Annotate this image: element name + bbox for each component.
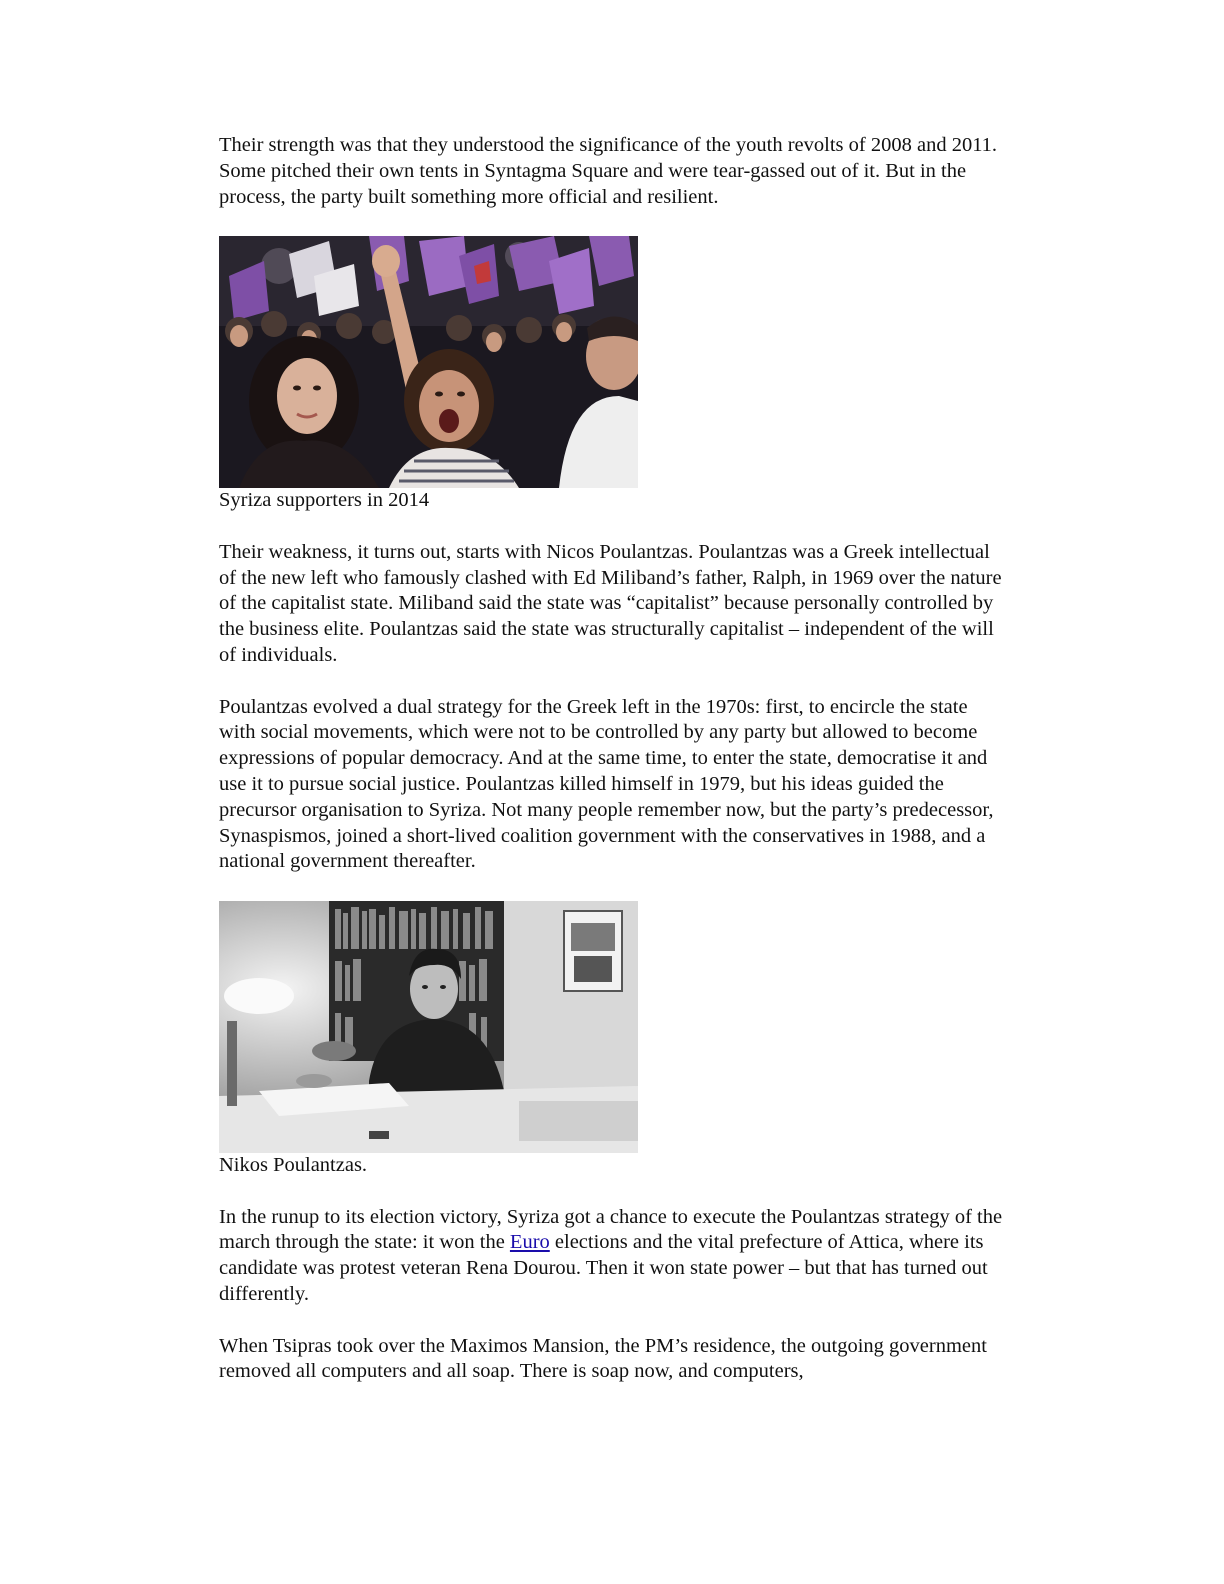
document-page — [219, 133, 1009, 1411]
paragraph-text-after-link: elections and the vital prefecture of Attica, where its candidate was protest veteran Rena Dourou. Then it won state power – but that has turned out differently. — [219, 1231, 988, 1305]
paragraph-poulantzas-weakness: Their weakness, it turns out, starts with Nicos Poulantzas. Poulantzas was a Greek intellectual of the new left who famously clashed with Ed Miliband’s father, Ralph, in 1969 over the nature of the capitalist state. Miliband said the state was “capitalist” because personally controlled by the business elite. Poulantzas said the state was structurally capitalist – independent of the will of individuals. — [219, 540, 1002, 666]
paragraph-text-before-link: In the runup to its election victory, Syriza got a chance to execute the Poulantzas strategy of the march through the state: it won the — [219, 1205, 1003, 1254]
paragraph-maximos-mansion: When Tsipras took over the Maximos Mansion, the PM’s residence, the outgoing government removed all computers and all soap. There is soap now, and computers, — [219, 1334, 987, 1383]
photo-caption-poulantzas: Nikos Poulantzas. — [219, 1153, 368, 1176]
poulantzas-photo — [219, 901, 638, 1153]
syriza-supporters-photo — [219, 236, 638, 488]
paragraph-youth-revolts: Their strength was that they understood the significance of the youth revolts of 2008 and 2011. Some pitched their own tents in Syntagma Square and were tear-gassed out of it. But in the process, the party built something more official and resilient. — [219, 134, 998, 208]
euro-link[interactable]: Euro — [509, 1231, 550, 1254]
photo-caption-supporters: Syriza supporters in 2014 — [219, 489, 430, 512]
paragraph-dual-strategy: Poulantzas evolved a dual strategy for the Greek left in the 1970s: first, to encircle the state with social movements, which were not to be controlled by any party but allowed to become expressions of popular democracy. And at the same time, to enter the state, democratise it and use it to pursue social justice. Poulantzas killed himself in 1979, but his ideas guided the precursor organisation to Syriza. Not many people remember now, but the party’s predecessor, Synaspismos, joined a short-lived coalition government with the conservatives in 1988, and a national government thereafter. — [219, 695, 994, 873]
paragraph-election-runup — [219, 1205, 1009, 1308]
